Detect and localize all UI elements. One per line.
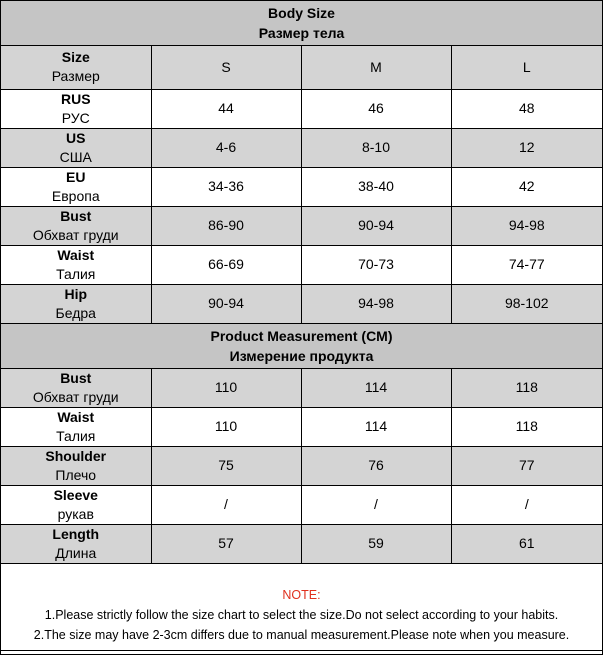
row-label <box>1 407 151 446</box>
table-cell: 12 <box>451 128 602 167</box>
table-cell: 90-94 <box>301 206 451 245</box>
table-cell: M <box>301 45 451 89</box>
table-cell: 66-69 <box>151 245 301 284</box>
note-title: NOTE: <box>282 587 321 602</box>
row-label-ru: Бедра <box>55 304 96 321</box>
body-size-header <box>1 1 602 45</box>
table-row <box>1 284 602 323</box>
row-label-ru: Талия <box>56 427 96 444</box>
body-size-title-ru: Размер тела <box>258 24 345 41</box>
table-cell: 4-6 <box>151 128 301 167</box>
row-label-en: US <box>66 129 86 146</box>
body-size-title <box>1 1 602 45</box>
row-label-en: Shoulder <box>45 447 107 464</box>
table-cell: 94-98 <box>301 284 451 323</box>
row-label-en: Bust <box>60 369 92 386</box>
table-cell: 8-10 <box>301 128 451 167</box>
row-label <box>1 524 151 563</box>
table-cell: 46 <box>301 89 451 128</box>
row-label <box>1 284 151 323</box>
table-cell: 94-98 <box>451 206 602 245</box>
table-cell: 42 <box>451 167 602 206</box>
table-row <box>1 524 602 563</box>
table-cell: 114 <box>301 407 451 446</box>
row-label-en: RUS <box>60 90 91 107</box>
row-label-ru: Обхват груди <box>32 226 119 243</box>
row-label-ru: Плечо <box>55 466 97 483</box>
row-label <box>1 167 151 206</box>
row-label-ru: Талия <box>56 265 96 282</box>
product-measurement-title-ru: Измерение продукта <box>229 347 374 364</box>
table-row <box>1 206 602 245</box>
note-line-2: 2.The size may have 2-3cm differs due to manual measurement.Please note when you measure. <box>33 627 570 642</box>
row-label-en: Sleeve <box>53 486 98 503</box>
table-cell: 86-90 <box>151 206 301 245</box>
table-cell: 59 <box>301 524 451 563</box>
table-cell: 76 <box>301 446 451 485</box>
row-label <box>1 206 151 245</box>
table-cell: 57 <box>151 524 301 563</box>
row-label-ru: Обхват груди <box>32 388 119 405</box>
size-table <box>1 1 602 651</box>
row-label-en: Bust <box>60 207 92 224</box>
table-cell: 70-73 <box>301 245 451 284</box>
product-measurement-header <box>1 323 602 368</box>
body-size-title-en: Body Size <box>268 4 335 21</box>
table-cell: 90-94 <box>151 284 301 323</box>
table-row <box>1 446 602 485</box>
table-cell: 118 <box>451 407 602 446</box>
row-label-ru: Размер <box>51 68 100 84</box>
table-cell: / <box>451 485 602 524</box>
table-cell: 110 <box>151 368 301 407</box>
row-label-en: Waist <box>57 246 95 263</box>
table-cell: 34-36 <box>151 167 301 206</box>
table-row <box>1 167 602 206</box>
row-label <box>1 245 151 284</box>
table-cell: 48 <box>451 89 602 128</box>
note-box <box>1 563 602 650</box>
table-cell: 38-40 <box>301 167 451 206</box>
row-label-en: Length <box>52 525 100 542</box>
table-cell: S <box>151 45 301 89</box>
row-label-ru: рукав <box>57 505 94 522</box>
row-label-ru: Длина <box>55 544 97 561</box>
row-label-ru: РУС <box>61 109 90 126</box>
table-cell: 44 <box>151 89 301 128</box>
table-row <box>1 245 602 284</box>
table-row <box>1 407 602 446</box>
row-label-ru: США <box>59 148 92 165</box>
row-label <box>1 45 151 89</box>
row-label <box>1 485 151 524</box>
row-label-ru: Европа <box>51 187 100 204</box>
note-line-1: 1.Please strictly follow the size chart to select the size.Do not select according to your habits. <box>44 607 559 622</box>
table-cell: 75 <box>151 446 301 485</box>
row-label <box>1 128 151 167</box>
row-label-en: Hip <box>64 285 88 302</box>
table-cell: 74-77 <box>451 245 602 284</box>
table-cell: / <box>151 485 301 524</box>
table-cell: 114 <box>301 368 451 407</box>
row-label <box>1 368 151 407</box>
row-label <box>1 89 151 128</box>
table-row <box>1 89 602 128</box>
product-measurement-title <box>1 323 602 368</box>
table-cell: L <box>451 45 602 89</box>
table-cell: 77 <box>451 446 602 485</box>
row-label <box>1 446 151 485</box>
product-measurement-title-en: Product Measurement (CM) <box>210 327 393 344</box>
row-label-en: EU <box>66 168 86 185</box>
table-row <box>1 45 602 89</box>
table-row <box>1 128 602 167</box>
table-row <box>1 485 602 524</box>
table-cell: / <box>301 485 451 524</box>
table-cell: 98-102 <box>451 284 602 323</box>
row-label-en: Size <box>61 49 90 65</box>
table-cell: 118 <box>451 368 602 407</box>
table-row <box>1 368 602 407</box>
note-row <box>1 563 602 650</box>
row-label-en: Waist <box>57 408 95 425</box>
table-cell: 110 <box>151 407 301 446</box>
table-cell: 61 <box>451 524 602 563</box>
